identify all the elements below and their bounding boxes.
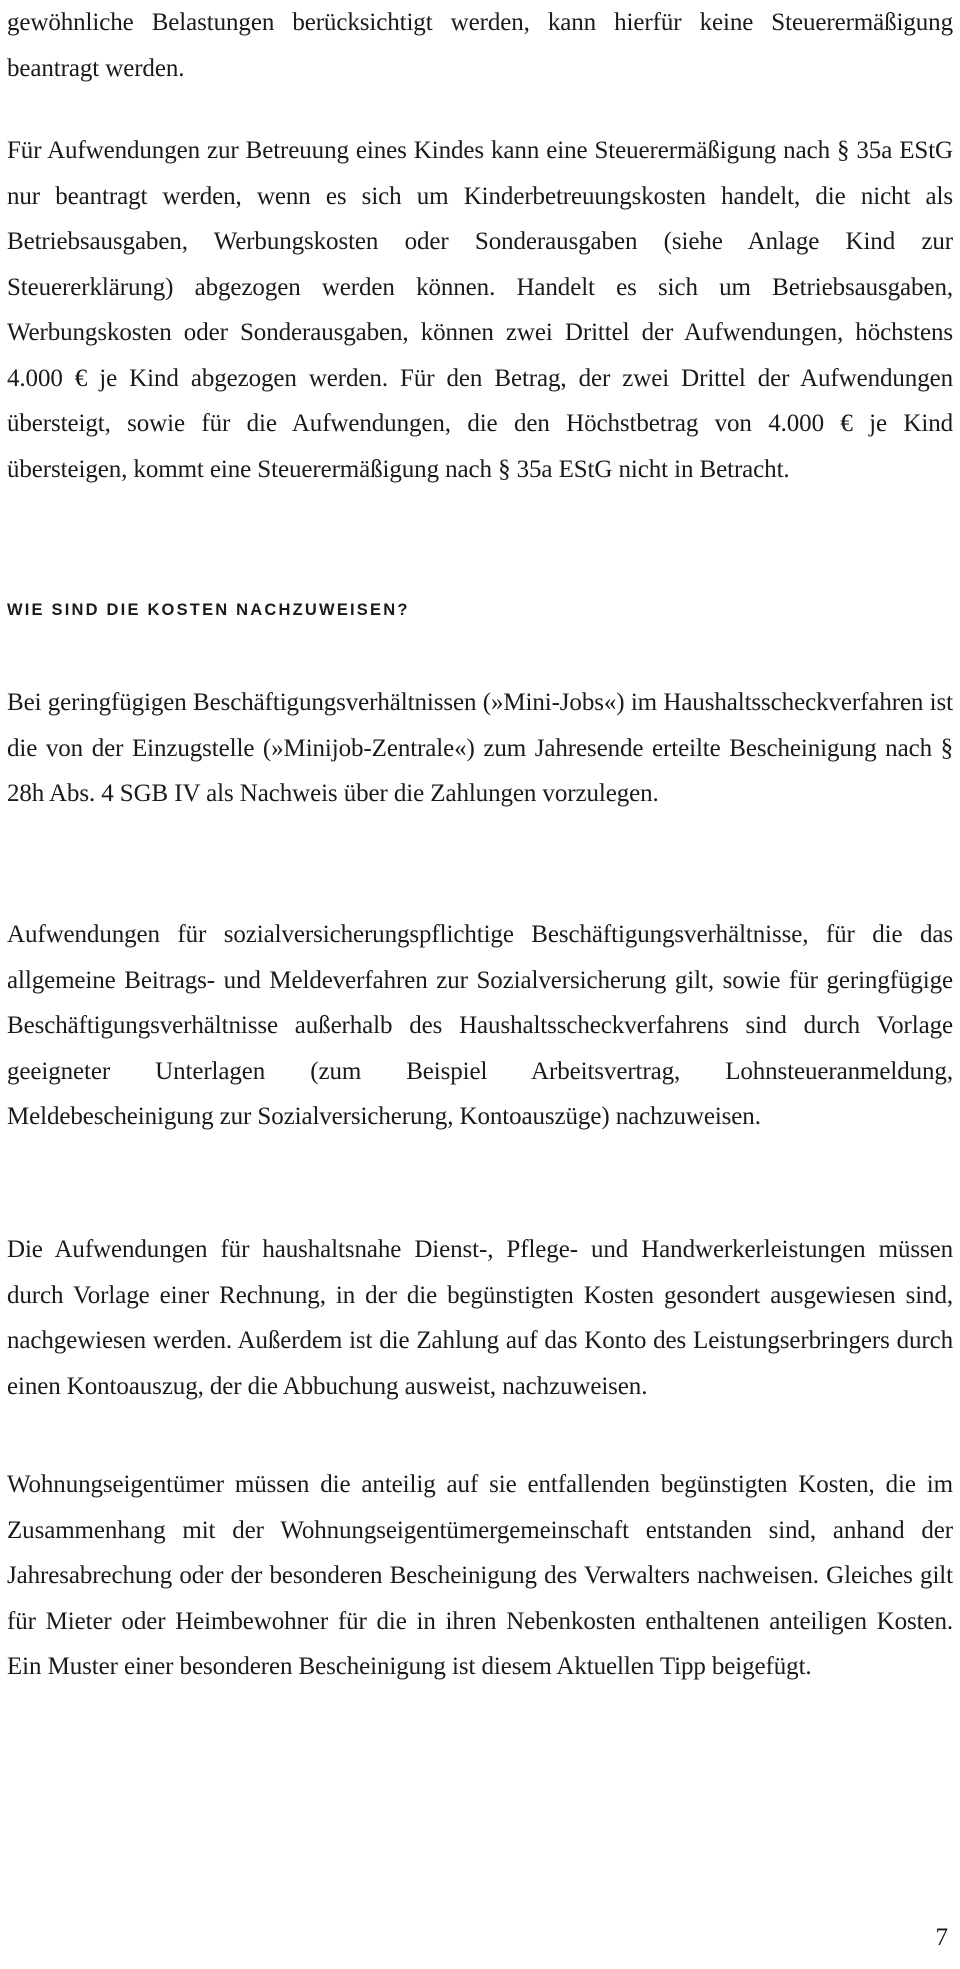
page-number: 7	[935, 1924, 948, 1951]
section-heading: WIE SIND DIE KOSTEN NACHZUWEISEN?	[7, 601, 410, 619]
paragraph-continuation: gewöhnliche Belastungen berücksichtigt werden, kann hierfür keine Steuerermäßigung beantragt werden.	[7, 9, 953, 82]
paragraph-sozialversicherung: Aufwendungen für sozialversicherungspflichtige Beschäftigungsverhältnisse, für die das allgemeine Beitrags- und Meldeverfahren zur Sozialversicherung gilt, sowie für geringfügige Beschäftigungsverhältnisse außerhalb des Haushaltsscheckverfahrens sind durch Vorlage geeigneter Unterlagen (zum Beispiel Arbeitsvertrag, Lohnsteueranmeldung, Meldebescheinigung zur Sozialversicherung, Kontoauszüge) nachzuweisen.	[7, 921, 953, 1130]
paragraph-minijobs: Bei geringfügigen Beschäftigungsverhältnissen (»Mini-Jobs«) im Haushaltsscheckverfahren ist die von der Einzugstelle (»Minijob-Zentrale«) zum Jahresende erteilte Bescheinigung nach § 28h Abs. 4 SGB IV als Nachweis über die Zahlungen vorzulegen.	[7, 689, 953, 807]
paragraph-kinderbetreuung: Für Aufwendungen zur Betreuung eines Kindes kann eine Steuerermäßigung nach § 35a EStG nur beantragt werden, wenn es sich um Kinderbetreuungskosten handelt, die nicht als Betriebsausgaben, Werbungskosten oder Sonderausgaben (siehe Anlage Kind zur Steuererklärung) abgezogen werden können. Handelt es sich um Betriebsausgaben, Werbungskosten oder Sonderausgaben, können zwei Drittel der Aufwendungen, höchstens 4.000 € je Kind abgezogen werden. Für den Betrag, der zwei Drittel der Aufwendungen übersteigt, sowie für die Aufwendungen, die den Höchstbetrag von 4.000 € je Kind übersteigen, kommt eine Steuerermäßigung nach § 35a EStG nicht in Betracht.	[7, 137, 953, 483]
paragraph-handwerkerleistungen: Die Aufwendungen für haushaltsnahe Dienst-, Pflege- und Handwerkerleistungen müssen durch Vorlage einer Rechnung, in der die begünstigten Kosten gesondert ausgewiesen sind, nachgewiesen werden. Außerdem ist die Zahlung auf das Konto des Leistungserbringers durch einen Kontoauszug, der die Abbuchung ausweist, nachzuweisen.	[7, 1236, 953, 1400]
paragraph-wohnungseigentuemer: Wohnungseigentümer müssen die anteilig auf sie entfallenden begünstigten Kosten, die im Zusammenhang mit der Wohnungseigentümergemeinschaft entstanden sind, anhand der Jahresabrechung oder der besonderen Bescheinigung des Verwalters nachweisen. Gleiches gilt für Mieter oder Heimbewohner für die in ihren Nebenkosten enthaltenen anteiligen Kosten. Ein Muster einer besonderen Bescheinigung ist diesem Aktuellen Tipp beigefügt.	[7, 1471, 953, 1680]
